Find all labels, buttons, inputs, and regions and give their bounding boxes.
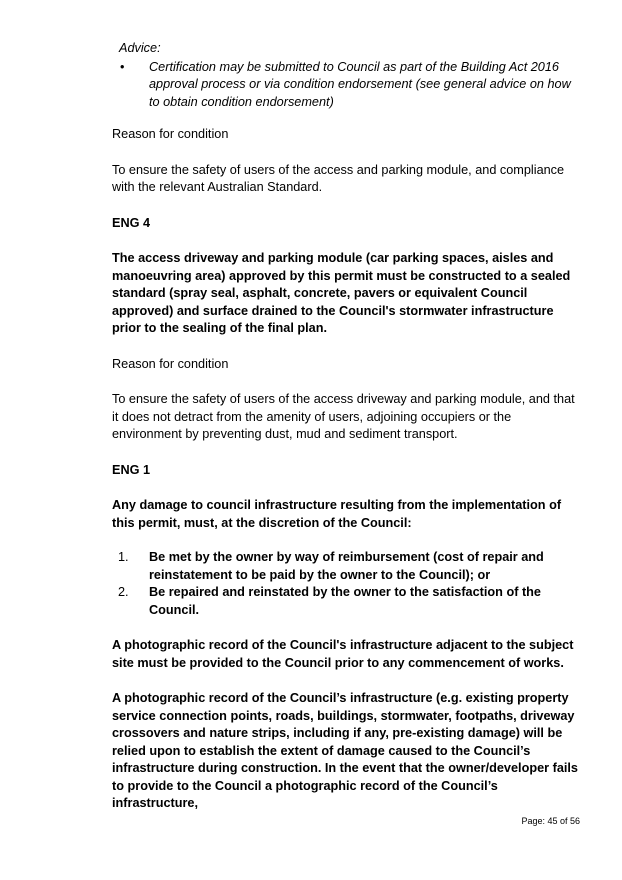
advice-item (112, 59, 582, 112)
reason-text: To ensure the safety of users of the access and parking module, and compliance with the relevant Australian Standard. (112, 162, 565, 194)
eng1-numbered-list (112, 549, 582, 619)
bullet-icon: • (120, 59, 125, 74)
page-content (112, 40, 582, 813)
eng4-reason-text: To ensure the safety of users of the access driveway and parking module, and that it does not detract from the amenity of users, adjoining occupiers or the environment by preventing dust, mud and sediment transport. (112, 392, 575, 441)
section-heading-eng1: ENG 1 (112, 462, 151, 477)
eng4-condition: The access driveway and parking module (car parking spaces, aisles and manoeuvring area) approved by this permit must be constructed to a sealed standard (spray seal, asphalt, concrete, pavers or equivalent Council approved) and surface drained to the Council's stormwater infrastructure prior to the sealing of the final plan. (112, 251, 571, 335)
page-number: Page: 45 of 56 (521, 816, 580, 826)
list-item (112, 584, 582, 619)
eng4-reason-label: Reason for condition (112, 356, 229, 371)
eng1-paragraph-1: A photographic record of the Council's infrastructure adjacent to the subject site must be provided to the Council prior to any commencement of works. (112, 638, 574, 670)
advice-item-text: Certification may be submitted to Council as part of the Building Act 2016 approval process or via condition endorsement (see general advice on how to obtain condition endorsement) (149, 59, 571, 109)
list-item-text: Be repaired and reinstated by the owner to the satisfaction of the Council. (149, 585, 541, 617)
advice-heading: Advice: (119, 41, 161, 55)
reason-label: Reason for condition (112, 127, 229, 141)
list-item-number: 2. (118, 585, 129, 599)
list-item (112, 549, 582, 584)
list-item-number: 1. (118, 550, 129, 564)
list-item-text: Be met by the owner by way of reimbursement (cost of repair and reinstatement to be paid by the owner to the Council); or (149, 550, 544, 582)
eng1-intro: Any damage to council infrastructure resulting from the implementation of this permit, must, at the discretion of the Council: (112, 498, 562, 530)
section-heading-eng4: ENG 4 (112, 215, 151, 230)
advice-list (112, 59, 582, 112)
eng1-paragraph-2: A photographic record of the Council’s infrastructure (e.g. existing property service connection points, roads, buildings, stormwater, footpaths, driveway crossovers and nature strips, including if any, pre-existing damage) will be relied upon to establish the extent of damage caused to the Council’s infrastructure during construction. In the event that the owner/developer fails to provide to the Council a photographic record of the Council’s infrastructure, (112, 691, 578, 810)
